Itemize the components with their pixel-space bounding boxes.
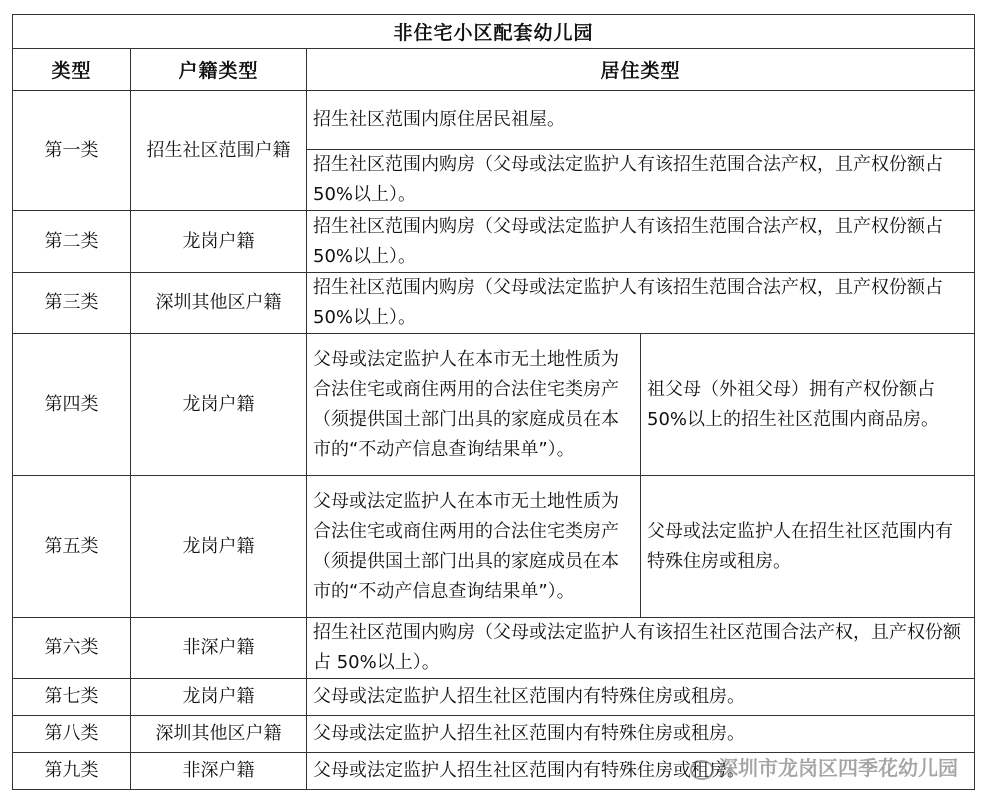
residence-cell: 招生社区范围内购房（父母或法定监护人有该招生范围合法产权，且产权份额占 50%以上）。 bbox=[307, 211, 975, 273]
type-cell: 第二类 bbox=[13, 211, 131, 273]
residence-cell: 父母或法定监护人招生社区范围内有特殊住房或租房。 bbox=[307, 716, 975, 753]
type-cell: 第四类 bbox=[13, 334, 131, 476]
residence-cell: 招生社区范围内原住居民祖屋。 bbox=[307, 91, 975, 150]
header-residence: 居住类型 bbox=[307, 49, 975, 91]
hukou-cell: 龙岗户籍 bbox=[131, 679, 307, 716]
table-row bbox=[13, 273, 975, 334]
admission-table bbox=[12, 14, 975, 790]
residence-cell: 招生社区范围内购房（父母或法定监护人有该招生社区范围合法产权，且产权份额占 50%以上）。 bbox=[307, 618, 975, 679]
table-row bbox=[13, 618, 975, 679]
watermark bbox=[690, 752, 958, 781]
hukou-cell: 深圳其他区户籍 bbox=[131, 273, 307, 334]
hukou-cell: 龙岗户籍 bbox=[131, 334, 307, 476]
table-row bbox=[13, 91, 975, 150]
type-cell: 第九类 bbox=[13, 753, 131, 790]
type-cell: 第三类 bbox=[13, 273, 131, 334]
table-row bbox=[13, 211, 975, 273]
type-cell: 第八类 bbox=[13, 716, 131, 753]
header-hukou: 户籍类型 bbox=[131, 49, 307, 91]
watermark-text: 深圳市龙岗区四季花幼儿园 bbox=[718, 756, 958, 780]
header-row bbox=[13, 49, 975, 91]
type-cell: 第七类 bbox=[13, 679, 131, 716]
residence-cell: 父母或法定监护人招生社区范围内有特殊住房或租房。 bbox=[307, 753, 975, 790]
residence-cell: 招生社区范围内购房（父母或法定监护人有该招生范围合法产权，且产权份额占 50%以上）。 bbox=[307, 150, 975, 211]
title-row bbox=[13, 15, 975, 49]
hukou-cell: 深圳其他区户籍 bbox=[131, 716, 307, 753]
hukou-cell: 招生社区范围户籍 bbox=[131, 91, 307, 211]
type-cell: 第五类 bbox=[13, 476, 131, 618]
table-row bbox=[13, 334, 975, 476]
hukou-cell: 龙岗户籍 bbox=[131, 476, 307, 618]
header-type: 类型 bbox=[13, 49, 131, 91]
type-cell: 第一类 bbox=[13, 91, 131, 211]
table-row bbox=[13, 679, 975, 716]
residence-right-cell: 祖父母（外祖父母）拥有产权份额占 50%以上的招生社区范围内商品房。 bbox=[641, 334, 975, 476]
wechat-icon bbox=[690, 760, 714, 780]
type-cell: 第六类 bbox=[13, 618, 131, 679]
residence-left-cell: 父母或法定监护人在本市无土地性质为合法住宅或商住两用的合法住宅类房产（须提供国土部门出具的家庭成员在本市的“不动产信息查询结果单”）。 bbox=[307, 476, 641, 618]
table-row bbox=[13, 716, 975, 753]
hukou-cell: 非深户籍 bbox=[131, 753, 307, 790]
residence-cell: 招生社区范围内购房（父母或法定监护人有该招生范围合法产权，且产权份额占 50%以上）。 bbox=[307, 273, 975, 334]
residence-right-cell: 父母或法定监护人在招生社区范围内有特殊住房或租房。 bbox=[641, 476, 975, 618]
table-title: 非住宅小区配套幼儿园 bbox=[13, 15, 975, 49]
hukou-cell: 龙岗户籍 bbox=[131, 211, 307, 273]
table-row bbox=[13, 476, 975, 618]
residence-left-cell: 父母或法定监护人在本市无土地性质为合法住宅或商住两用的合法住宅类房产（须提供国土部门出具的家庭成员在本市的“不动产信息查询结果单”）。 bbox=[307, 334, 641, 476]
hukou-cell: 非深户籍 bbox=[131, 618, 307, 679]
residence-cell: 父母或法定监护人招生社区范围内有特殊住房或租房。 bbox=[307, 679, 975, 716]
